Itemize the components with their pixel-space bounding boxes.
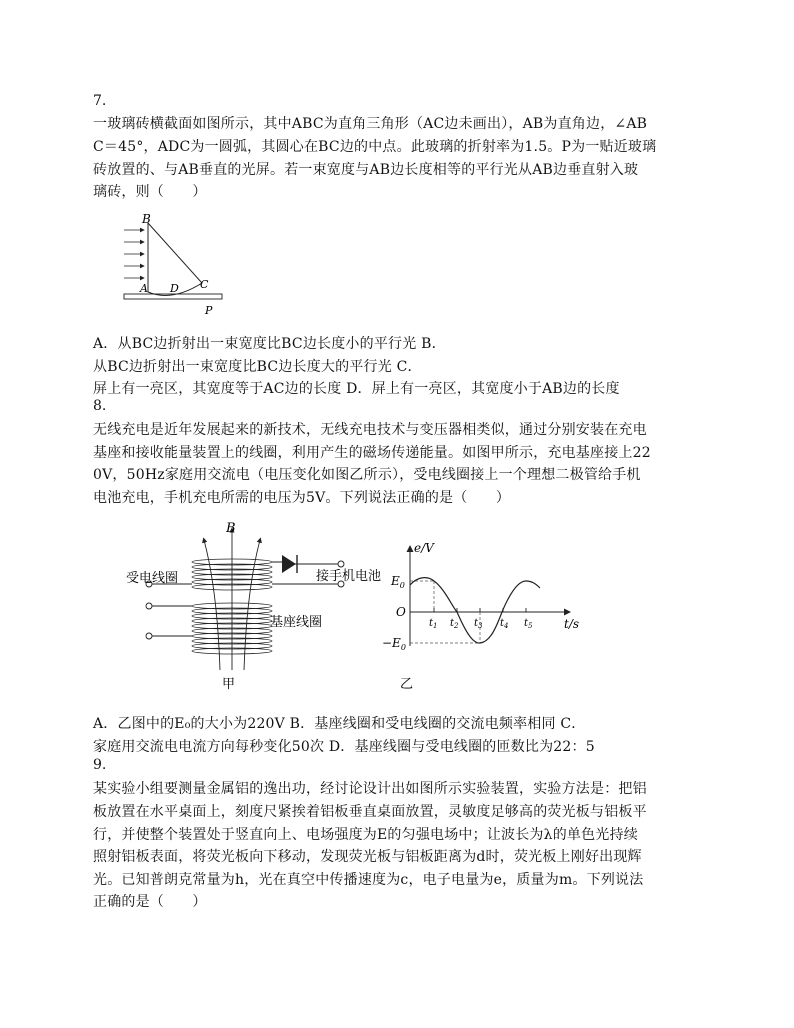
q7-label-d: D — [170, 282, 179, 295]
q8-line-3: 0V，50Hz家庭用交流电（电压变化如图乙所示），受电线圈接上一个理想二极管给手机 — [93, 467, 641, 483]
q9-line-3: 行，并使整个装置处于竖直向上、电场强度为E的匀强电场中；让波长为λ的单色光持续 — [93, 827, 638, 843]
q8-receive-wires — [152, 562, 338, 584]
q9-line-1: 某实验小组要测量金属铝的逸出功，经讨论设计出如图所示实验装置，实验方法是：把铝 — [93, 781, 647, 797]
q8-battery-terminal-top — [338, 561, 344, 567]
q8-e0-label: $E_0$ — [391, 574, 405, 590]
q8-base-coil-label: 基座线圈 — [270, 615, 323, 630]
q8-tick-t5: $t_5$ — [524, 618, 533, 630]
q8-base-terminal-top — [146, 603, 152, 609]
q7-option-line-1: A．从BC边折射出一束宽度比BC边长度小的平行光 B． — [93, 336, 446, 352]
q7-line-2: C＝45°，ADC为一圆弧，其圆心在BC边的中点。此玻璃的折射率为1.5。P为一贴近玻璃 — [93, 139, 657, 155]
q8-line-2: 基座和接收能量装置上的线圈，利用产生的磁场传递能量。如图甲所示，充电基座接上22 — [93, 445, 651, 461]
q8-tick-labels — [429, 618, 533, 630]
q7-option-line-3: 屏上有一亮区，其宽度等于AC边的长度 D．屏上有一亮区，其宽度小于AB边的长度 — [93, 381, 620, 397]
q8-line-4: 电池充电，手机充电所需的电压为5V。下列说法正确的是（ ） — [93, 490, 511, 506]
q8-neg-e0-label: $-E_0$ — [382, 636, 406, 652]
q8-figure-left — [120, 520, 390, 692]
q8-label-b: B — [226, 521, 236, 536]
q7-option-line-2: 从BC边折射出一束宽度比BC边长度大的平行光 C． — [93, 359, 422, 375]
q7-line-3: 砖放置的、与AB垂直的光屏。若一束宽度与AB边长度相等的平行光从AB边垂直射入玻 — [93, 162, 639, 178]
q8-tick-t2: $t_2$ — [450, 618, 459, 630]
q8-voltage-curve — [410, 578, 540, 643]
q8-caption-yi: 乙 — [400, 677, 414, 692]
q7-figure — [110, 208, 240, 320]
q8-origin-label: O — [396, 605, 406, 619]
q8-figure-right — [360, 538, 600, 692]
q8-caption-jia: 甲 — [222, 677, 236, 692]
q7-label-b: B — [142, 212, 151, 226]
q8-option-line-2: 家庭用交流电电流方向每秒变化50次 D．基座线圈与受电线圈的匝数比为22：5 — [93, 739, 595, 755]
q8-tick-t3: $t_3$ — [474, 618, 483, 630]
q9-line-5: 光。已知普朗克常量为h，光在真空中传播速度为c，电子电量为e，质量为m。下列说法 — [93, 872, 644, 888]
q8-tick-t4: $t_4$ — [500, 618, 509, 630]
q7-line-1: 一玻璃砖横截面如图所示，其中ABC为直角三角形（AC边未画出），AB为直角边，∠AB — [93, 116, 648, 132]
q8-line-1: 无线充电是近年发展起来的新技术，无线充电技术与变压器相类似，通过分别安装在充电 — [93, 422, 647, 438]
q9-line-2: 板放置在水平桌面上，刻度尺紧挨着铝板垂直桌面放置，灵敏度足够高的荧光板与铝板平 — [93, 804, 647, 820]
q9-number: 9. — [93, 757, 107, 773]
q8-tick-t1: $t_1$ — [429, 618, 438, 630]
q8-x-axis-label: t/s — [564, 617, 580, 631]
q7-number: 7. — [93, 93, 107, 109]
q8-phone-battery-label: 接手机电池 — [316, 569, 382, 584]
q7-line-4: 璃砖，则（ ） — [93, 184, 207, 200]
q8-base-terminal-bottom — [146, 633, 152, 639]
q8-diode — [282, 555, 297, 573]
q8-base-wires — [152, 606, 192, 636]
q8-receive-coil-label: 受电线圈 — [126, 571, 179, 586]
q8-option-line-1: A．乙图中的E₀的大小为220V B．基座线圈和受电线圈的交流电频率相同 C． — [93, 716, 586, 732]
q9-line-6: 正确的是（ ） — [93, 894, 207, 910]
q9-line-4: 照射铝板表面，将荧光板向下移动，发现荧光板与铝板距离为d时，荧光板上刚好出现辉 — [93, 849, 642, 865]
q7-label-a: A — [140, 282, 148, 295]
q8-number: 8. — [93, 398, 107, 414]
q7-light-rays — [124, 230, 144, 278]
q8-y-axis-label: e/V — [414, 541, 434, 555]
q7-label-p: P — [205, 304, 213, 317]
q7-label-c: C — [200, 278, 209, 291]
